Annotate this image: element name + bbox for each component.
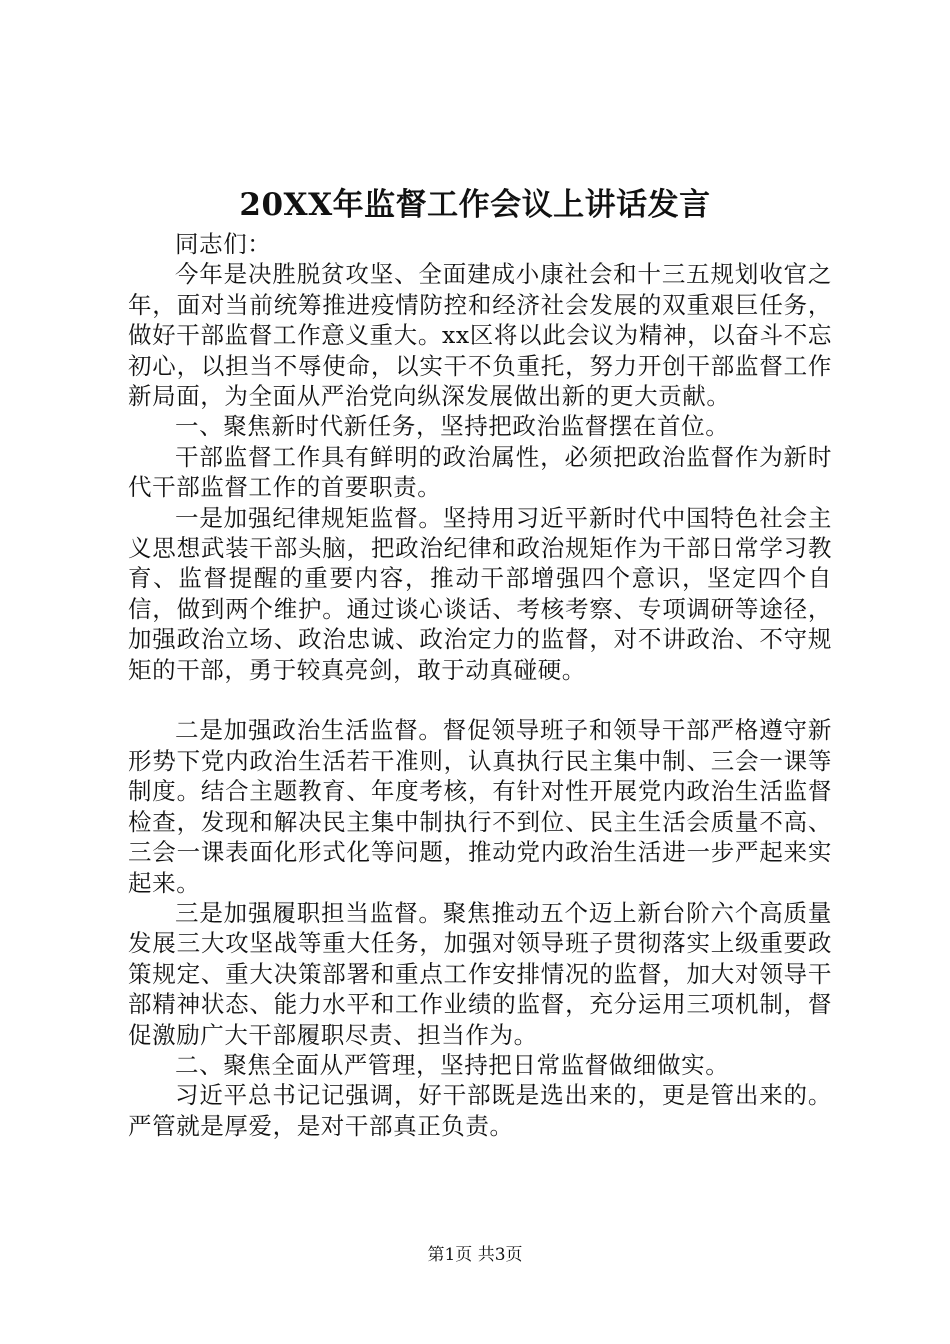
section-heading-1: 一、聚焦新时代新任务，坚持把政治监督摆在首位。: [175, 412, 730, 441]
section-heading-2: 二、聚焦全面从严管理，坚持把日常监督做细做实。: [175, 1050, 730, 1079]
document-title: 20XX年监督工作会议上讲话发言: [239, 187, 711, 223]
paragraph-section-1-intro: 干部监督工作具有鲜明的政治属性，必须把政治监督作为新时代干部监督工作的首要职责。: [128, 442, 832, 502]
paragraph-political-life-supervision: 二是加强政治生活监督。督促领导班子和领导干部严格遵守新形势下党内政治生活若干准则，认真执行民主集中制、三会一课等制度。结合主题教育、年度考核，有针对性开展党内政治生活监督检查，发现和解决民主集中制执行不到位、民主生活会质量不高、三会一课表面化形式化等问题，推动党内政治生活进一步严起来实起来。: [128, 716, 832, 897]
page-footer: 第1页 共3页: [427, 1245, 523, 1265]
document-body: [128, 229, 832, 1141]
blank-line: [128, 685, 832, 715]
paragraph-discipline-supervision: 一是加强纪律规矩监督。坚持用习近平新时代中国特色社会主义思想武装干部头脑，把政治纪律和政治规矩作为干部日常学习教育、监督提醒的重要内容，推动干部增强四个意识，坚定四个自信，做到两个维护。通过谈心谈话、考核考察、专项调研等途径，加强政治立场、政治忠诚、政治定力的监督，对不讲政治、不守规矩的干部，勇于较真亮剑，敢于动真碰硬。: [128, 503, 832, 684]
paragraph-duty-supervision: 三是加强履职担当监督。聚焦推动五个迈上新台阶六个高质量发展三大攻坚战等重大任务，加强对领导班子贯彻落实上级重要政策规定、重大决策部署和重点工作安排情况的监督，加大对领导干部精神状态、能力水平和工作业绩的监督，充分运用三项机制，督促激励广大干部履职尽责、担当作为。: [128, 898, 832, 1049]
paragraph-section-2-intro: 习近平总书记记强调，好干部既是选出来的，更是管出来的。严管就是厚爱，是对干部真正负责。: [128, 1081, 832, 1140]
paragraph-intro: 今年是决胜脱贫攻坚、全面建成小康社会和十三五规划收官之年，面对当前统筹推进疫情防控和经济社会发展的双重艰巨任务，做好干部监督工作意义重大。xx区将以此会议为精神，以奋斗不忘初心，以担当不辱使命，以实干不负重托，努力开创干部监督工作新局面，为全面从严治党向纵深发展做出新的更大贡献。: [128, 260, 832, 411]
salutation: 同志们：: [175, 230, 272, 258]
